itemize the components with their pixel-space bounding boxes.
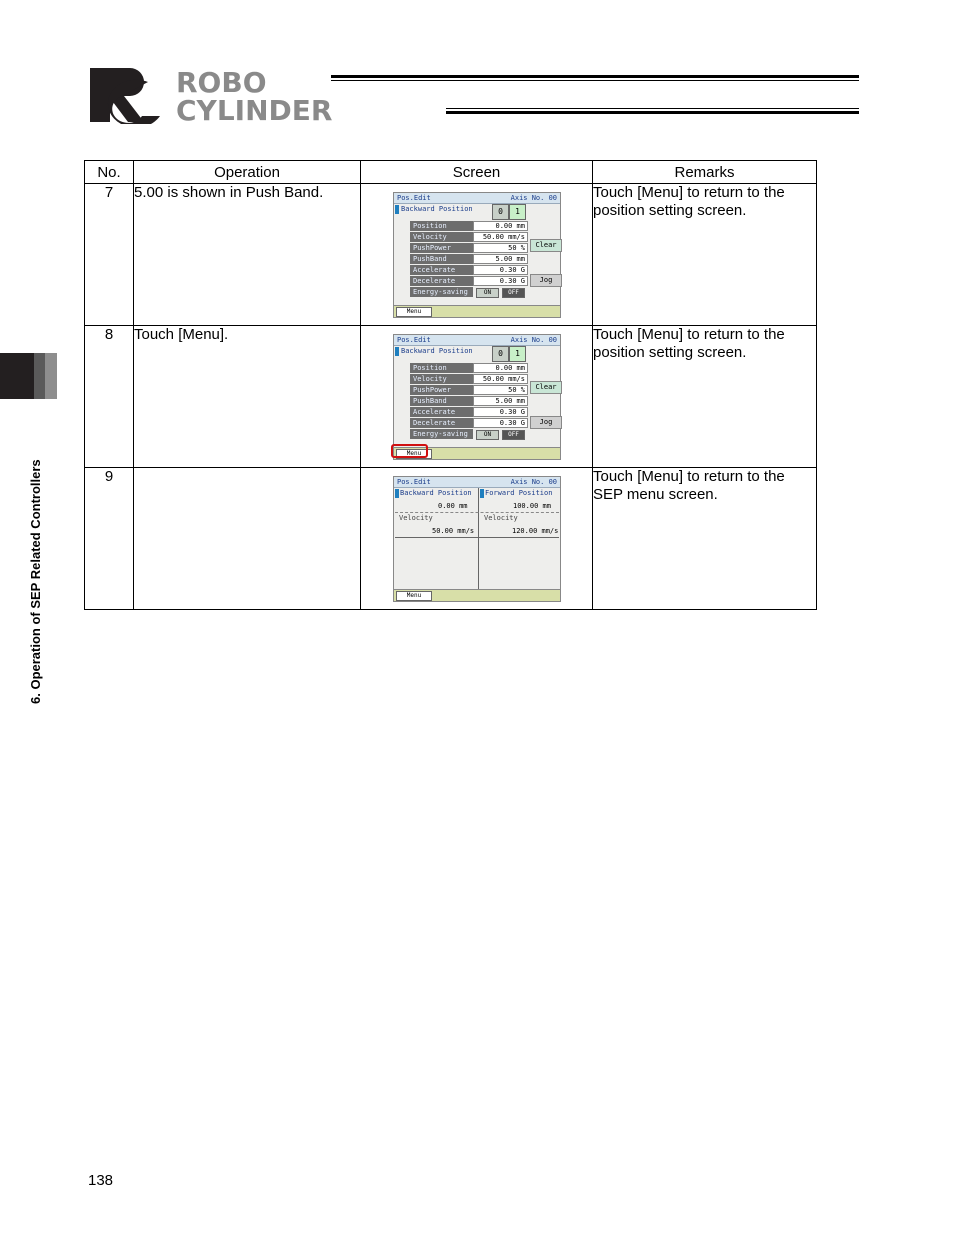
row-number: 8 — [85, 326, 134, 468]
param-row: Position 0.00 mm — [410, 363, 528, 374]
chapter-tab — [0, 353, 57, 399]
forward-velocity-value[interactable]: 120.00 mm/s — [512, 527, 559, 535]
clear-button[interactable]: Clear — [530, 239, 562, 252]
table-header-row — [85, 161, 817, 184]
energy-off-button[interactable]: OFF — [502, 288, 525, 298]
row-operation: Touch [Menu]. — [134, 326, 361, 468]
header-remarks: Remarks — [593, 161, 817, 184]
axis-number: Axis No. 00 — [510, 194, 557, 202]
header-screen: Screen — [361, 161, 593, 184]
page-number: 138 — [88, 1172, 114, 1189]
table-row — [85, 326, 817, 468]
position-marker-icon — [395, 347, 399, 356]
row-operation — [134, 468, 361, 610]
forward-title: Forward Position — [485, 489, 553, 497]
param-row: PushBand 5.00 mm — [410, 254, 528, 265]
header-rule-top-thin — [331, 80, 859, 81]
toggle-0[interactable]: 0 — [492, 204, 509, 220]
row-number: 9 — [85, 468, 134, 610]
position-title: Backward Position — [401, 205, 473, 213]
position-title: Backward Position — [401, 347, 473, 355]
param-row: Decelerate 0.30 G — [410, 276, 528, 287]
screen-title-bar — [394, 335, 560, 346]
energy-off-button[interactable]: OFF — [502, 430, 525, 440]
operation-table — [84, 160, 817, 610]
pos-edit-screen — [393, 192, 561, 318]
param-row: PushPower 50 % — [410, 385, 528, 396]
energy-on-button[interactable]: ON — [476, 430, 499, 440]
row-remarks: Touch [Menu] to return to the position setting screen. — [593, 326, 817, 468]
param-row: Position 0.00 mm — [410, 221, 528, 232]
param-row: Decelerate 0.30 G — [410, 418, 528, 429]
header-rule-bottom-thick — [446, 111, 859, 114]
param-grid — [410, 221, 528, 298]
axis-number: Axis No. 00 — [510, 336, 557, 344]
screen-title-bar — [394, 193, 560, 204]
row-screen — [361, 468, 593, 610]
screen-title: Pos.Edit — [397, 478, 431, 486]
header-operation: Operation — [134, 161, 361, 184]
menu-highlight-ring — [391, 444, 428, 458]
header-no: No. — [85, 161, 134, 184]
row-operation: 5.00 is shown in Push Band. — [134, 184, 361, 326]
screen-title: Pos.Edit — [397, 336, 431, 344]
param-row: Accelerate 0.30 G — [410, 407, 528, 418]
param-row: PushPower 50 % — [410, 243, 528, 254]
toggle-1[interactable]: 1 — [509, 204, 526, 220]
menu-button[interactable]: Menu — [396, 591, 432, 601]
row-remarks: Touch [Menu] to return to the position setting screen. — [593, 184, 817, 326]
pos-edit-screen — [393, 334, 561, 460]
row-screen — [361, 184, 593, 326]
menu-button[interactable]: Menu — [396, 307, 432, 317]
param-row: Velocity 50.00 mm/s — [410, 232, 528, 243]
backward-marker-icon — [395, 489, 399, 498]
param-row: Velocity 50.00 mm/s — [410, 374, 528, 385]
screen-bottom-bar — [394, 305, 560, 317]
screen-title: Pos.Edit — [397, 194, 431, 202]
backward-position-value[interactable]: 0.00 mm — [438, 502, 468, 510]
table-row — [85, 184, 817, 326]
backward-title: Backward Position — [400, 489, 472, 497]
backward-velocity-label: Velocity — [399, 514, 433, 522]
clear-button[interactable]: Clear — [530, 381, 562, 394]
header-rule-top — [331, 75, 859, 78]
row-number: 7 — [85, 184, 134, 326]
screen-bottom-bar — [394, 589, 560, 601]
forward-velocity-label: Velocity — [484, 514, 518, 522]
toggle-1[interactable]: 1 — [509, 346, 526, 362]
jog-button[interactable]: Jog — [530, 274, 562, 287]
energy-row: Energy-saving ON OFF — [410, 429, 528, 440]
toggle-0[interactable]: 0 — [492, 346, 509, 362]
forward-position-value[interactable]: 100.00 mm — [513, 502, 551, 510]
param-grid — [410, 363, 528, 440]
energy-on-button[interactable]: ON — [476, 288, 499, 298]
chapter-label: 6. Operation of SEP Related Controllers — [28, 459, 43, 704]
backward-velocity-value[interactable]: 50.00 mm/s — [432, 527, 475, 535]
energy-row: Energy-saving ON OFF — [410, 287, 528, 298]
header-rule-bottom — [446, 108, 859, 109]
param-row: Accelerate 0.30 G — [410, 265, 528, 276]
forward-marker-icon — [480, 489, 484, 498]
axis-number: Axis No. 00 — [510, 478, 557, 486]
position-marker-icon — [395, 205, 399, 214]
param-row: PushBand 5.00 mm — [410, 396, 528, 407]
jog-button[interactable]: Jog — [530, 416, 562, 429]
position-summary-screen — [393, 476, 561, 602]
svg-text:CYLINDER: CYLINDER — [176, 94, 333, 124]
table-row — [85, 468, 817, 610]
menu-button[interactable]: Menu — [396, 449, 432, 459]
row-screen — [361, 326, 593, 468]
row-remarks: Touch [Menu] to return to the SEP menu screen. — [593, 468, 817, 610]
screen-title-bar — [394, 477, 560, 488]
svg-text:ROBO: ROBO — [176, 66, 267, 99]
